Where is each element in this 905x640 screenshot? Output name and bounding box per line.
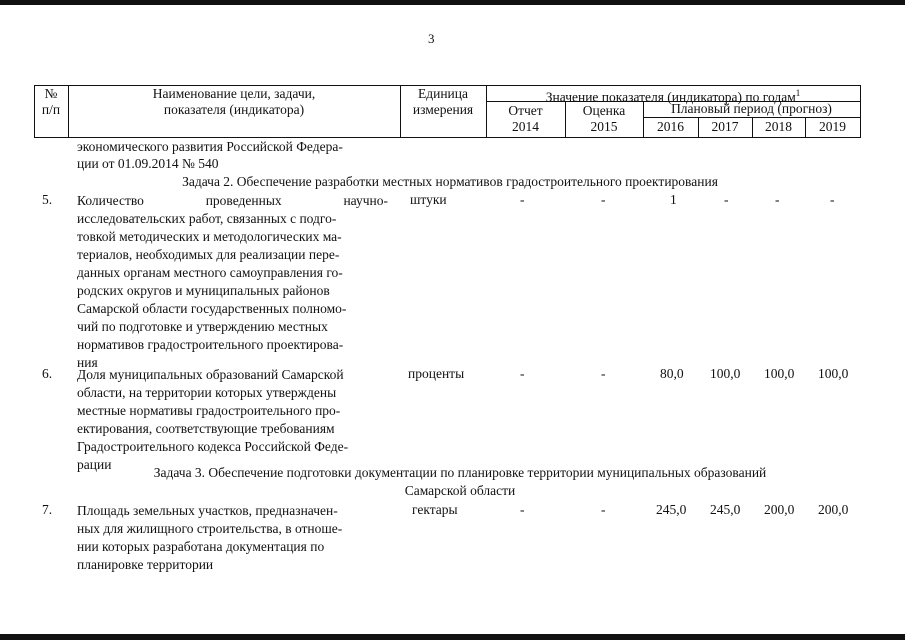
row-7-value-2019: 200,0: [818, 502, 849, 517]
header-year-2017: 2017: [711, 119, 739, 134]
row-7-value-2018: 200,0: [764, 502, 795, 517]
continuation-line-2: ции от 01.09.2014 № 540: [77, 156, 219, 171]
row-7-value-2016: 245,0: [656, 502, 687, 517]
row-7-description: Площадь земельных участков, предназначен- ных для жилищного строительства, в отноше- нии которых разработана документация по планировке территории: [77, 503, 343, 572]
header-estimate: Оценка 2015: [582, 103, 626, 134]
continuation-line-1: экономического развития Российской Федера-: [77, 139, 343, 154]
row-7-value-2017: 245,0: [710, 502, 741, 517]
row-5-value-2019: -: [830, 192, 835, 207]
row-5-number: 5.: [42, 192, 53, 207]
row-6-value-2015: -: [601, 366, 606, 381]
header-num: № п/п: [41, 86, 61, 117]
header-name: Наименование цели, задачи, показателя (индикатора): [152, 86, 316, 117]
row-5-value-2017: -: [724, 192, 729, 207]
row-6-value-2019: 100,0: [818, 366, 849, 381]
row-6-value-2018: 100,0: [764, 366, 795, 381]
row-6-value-2016: 80,0: [660, 366, 684, 381]
row-6-description: Доля муниципальных образований Самарской области, на территории которых утверждены местные нормативы градостроительного про- ектирования, соответствующие требованиям Градостроительного кодекса Российской Феде- рации: [77, 367, 349, 472]
row-5-unit: штуки: [410, 192, 447, 207]
header-year-2016: 2016: [657, 119, 684, 134]
header-year-2018: 2018: [765, 119, 792, 134]
page-number: 3: [428, 31, 435, 46]
row-6-number: 6.: [42, 366, 53, 381]
row-7-value-2014: -: [520, 502, 525, 517]
row-5-value-2016: 1: [670, 192, 677, 207]
header-plan-period: Плановый период (прогноз): [671, 101, 832, 116]
row-7-unit: гектары: [412, 502, 458, 517]
scan-bottom-border: [0, 634, 905, 640]
row-5-value-2015: -: [601, 192, 606, 207]
header-report: Отчет 2014: [508, 103, 543, 134]
row-5-value-2014: -: [520, 192, 525, 207]
header-values-title: Значение показателя (индикатора) по годам$^1$: [545, 88, 801, 105]
row-6-value-2017: 100,0: [710, 366, 741, 381]
row-6-unit: проценты: [408, 366, 465, 381]
task-3-heading-line-1: Задача 3. Обеспечение подготовки документации по планировке территории муниципальных образований: [153, 465, 767, 480]
row-6-value-2014: -: [520, 366, 525, 381]
scan-top-border: [0, 0, 905, 5]
header-unit: Единица измерения: [412, 86, 474, 117]
row-5-value-2018: -: [775, 192, 780, 207]
row-7-number: 7.: [42, 502, 53, 517]
task-2-heading: Задача 2. Обеспечение разработки местных нормативов градостроительного проектирования: [182, 174, 718, 189]
row-7-value-2015: -: [601, 502, 606, 517]
row-5-description: Количество проведенных научно- исследовательских работ, связанных с подго- товкой методических и методологических ма- териалов, необходимых для реализации пере- данных органам местного самоуправления го- родских округов и муниципальных районов Самарской области государственных полномо- чий по подготовке и утверждению местных нормативов градостроительного проектирова- ния: [77, 193, 388, 370]
header-year-2019: 2019: [819, 119, 846, 134]
task-3-heading-line-2: Самарской области: [404, 483, 516, 498]
